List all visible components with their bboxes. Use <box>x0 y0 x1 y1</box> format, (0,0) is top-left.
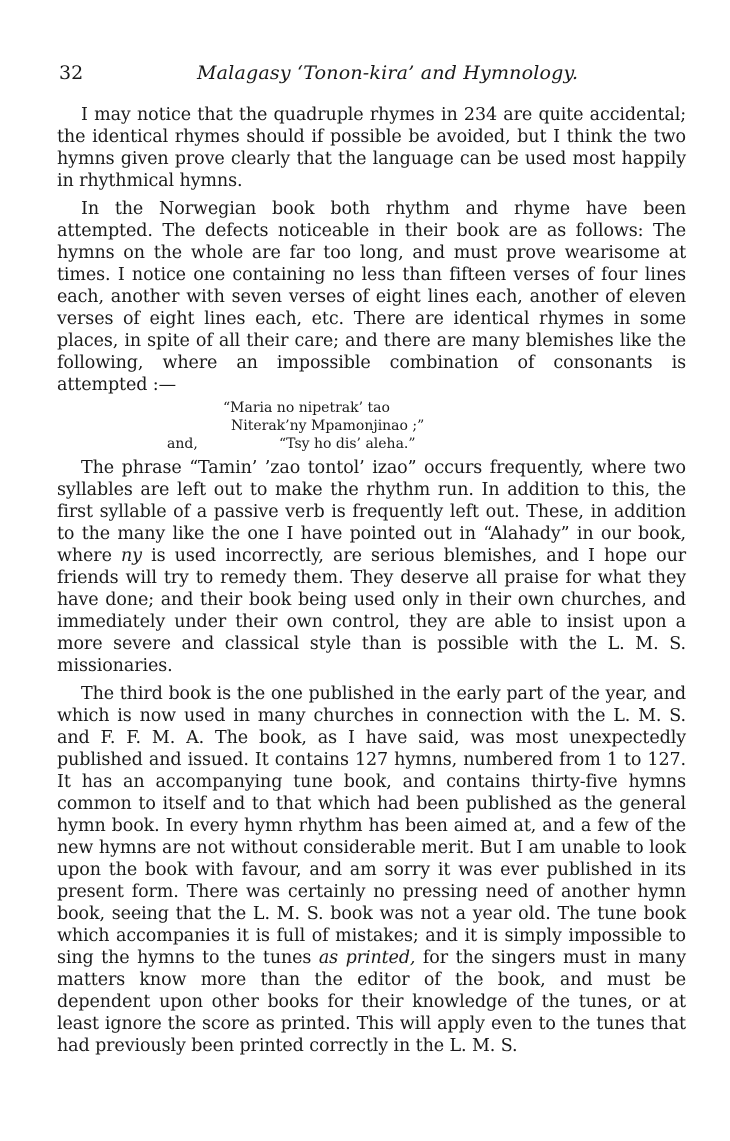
page-number: 32 <box>59 62 84 84</box>
paragraph-4-text-a: The third book is the one published in the early part of the year, and which is now used in many churches in connection with the L. M. S. and F. F. M. A. The book, as I have said, was most unexpectedly published and issued. It contains 127 hymns, numbered from 1 to 127. It has an accompanying tune book, and contains thirty-five hymns common to itself and to that which had been published as the general hymn book. In every hymn rhythm has been aimed at, and a few of the new hymns are not without considerable merit. But I am unable to look upon the book with favour, and am sorry it was ever published in its present form. There was certainly no pressing need of another hymn book, seeing that the L. M. S. book was not a year old. The tune book which accompanies it is full of mistakes; and it is simply impossible to sing the hymns to the tunes <box>57 684 686 968</box>
paragraph-4-text-b: for the singers must in many matters know more than the editor of the book, and must be dependent upon other books for their knowledge of the tunes, or at least ignore the score as printed. This will apply even to the tunes that had previously been printed correctly in the L. M. S. <box>57 948 687 1056</box>
paragraph-3-emphasis: ny <box>121 546 142 566</box>
running-title: Malagasy ‘Tonon-kira’ and Hymnology. <box>197 62 579 84</box>
verse-line-3-row <box>57 435 686 453</box>
verse-line-1: “Maria no nipetrak’ tao <box>223 400 390 416</box>
paragraph-3-text-a: The phrase “Tamin’ ’zao tontol’ izao” occurs frequently, where two syllables are left out to make the rhythm run. In addition to this, the first syllable of a passive verb is frequently left out. These, in addition to the many like the one I have pointed out in “Alahady” in our book, where <box>57 458 686 566</box>
paragraph-1: I may notice that the quadruple rhymes in 234 are quite accidental; the identical rhymes should if possible be avoided, but I think the two hymns given prove clearly that the language can be used most happily in rhythmical hymns. <box>57 105 686 191</box>
verse-and-label: and, <box>167 436 198 452</box>
paragraph-4 <box>57 683 686 1057</box>
paragraph-3-text-b: is used incorrectly, are serious blemishes, and I hope our friends will try to remedy them. They deserve all praise for what they have done; and their book being used only in their own churches, and immediately under their own control, they are able to insist upon a more severe and classical style than is possible with the L. M. S. missionaries. <box>57 546 687 676</box>
paragraph-3 <box>57 457 686 677</box>
verse-quotation <box>57 399 686 453</box>
paragraph-2: In the Norwegian book both rhythm and rhyme have been attempted. The defects noticeable in their book are as follows: The hymns on the whole are far too long, and must prove wearisome at times. I notice one containing no less than fifteen verses of four lines each, another with seven verses of eight lines each, another of eleven verses of eight lines each, etc. There are identical rhymes in some places, in spite of all their care; and there are many blemishes like the following, where an impossible combination of consonants is attempted :— <box>57 199 686 395</box>
verse-line-2: Niterak’ny Mpamonjinao ;” <box>231 418 425 434</box>
running-header <box>57 62 686 88</box>
verse-line-3: “Tsy ho dis’ aleha.” <box>279 436 416 452</box>
paragraph-4-emphasis: as printed, <box>318 948 416 968</box>
page <box>57 62 686 1057</box>
